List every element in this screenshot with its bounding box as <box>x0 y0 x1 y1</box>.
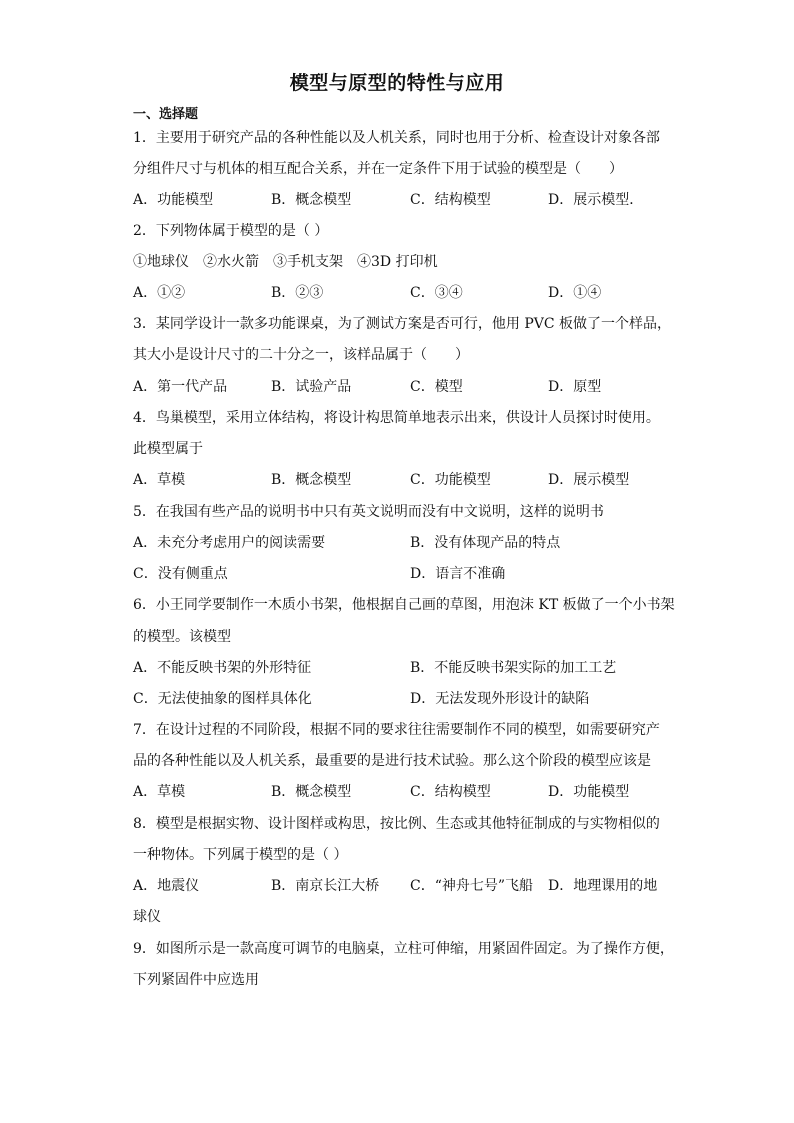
document-title: 模型与原型的特性与应用 <box>289 72 505 94</box>
question-5-option-c: C．没有侧重点 <box>133 566 228 582</box>
question-7-line-1: 7．在设计过程的不同阶段，根据不同的要求往往需要制作不同的模型，如需要研究产 <box>133 722 660 738</box>
question-7-option-a: A．草模 <box>133 784 186 800</box>
question-7-option-c: C．结构模型 <box>410 784 491 800</box>
question-5-option-d: D．语言不准确 <box>410 566 506 582</box>
question-6-option-a: A．不能反映书架的外形特征 <box>133 660 312 676</box>
question-4-option-a: A．草模 <box>133 472 186 488</box>
question-8-option-d: D．地理课用的地 <box>548 878 658 894</box>
question-8-option-a: A．地震仪 <box>133 878 200 894</box>
question-3-line-1: 3．某同学设计一款多功能课桌，为了测试方案是否可行，他用 PVC 板做了一个样品， <box>133 316 672 332</box>
question-2-option-b: B．②③ <box>271 285 324 301</box>
question-3-option-c: C．模型 <box>410 379 463 395</box>
question-4-option-c: C．功能模型 <box>410 472 491 488</box>
question-6-option-c: C．无法使抽象的图样具体化 <box>133 691 312 707</box>
question-2-line-1: 2．下列物体属于模型的是（ ） <box>133 223 329 239</box>
question-7-option-d: D．功能模型 <box>548 784 630 800</box>
question-8-option-b: B．南京长江大桥 <box>271 878 380 894</box>
question-2-option-a: A．①② <box>133 285 186 301</box>
question-2-option-d: D．①④ <box>548 285 602 301</box>
question-9-line-1: 9．如图所示是一款高度可调节的电脑桌，立柱可伸缩，用紧固件固定。为了操作方便， <box>133 941 674 957</box>
question-1-line-1: 1．主要用于研究产品的各种性能以及人机关系，同时也用于分析、检查设计对象各部 <box>133 130 660 146</box>
question-8-option-c: C．“神舟七号”飞船 <box>410 878 534 894</box>
question-8-option-d-continued: 球仪 <box>133 909 161 925</box>
question-5-line-1: 5．在我国有些产品的说明书中只有英文说明而没有中文说明，这样的说明书 <box>133 504 604 520</box>
question-1-option-c: C．结构模型 <box>410 192 491 208</box>
question-6-option-b: B．不能反映书架实际的加工工艺 <box>410 660 617 676</box>
question-3-option-d: D．原型 <box>548 379 602 395</box>
question-4-option-d: D．展示模型 <box>548 472 630 488</box>
question-6-option-d: D．无法发现外形设计的缺陷 <box>410 691 590 707</box>
question-6-line-2: 的模型。该模型 <box>133 629 231 645</box>
question-9-line-2: 下列紧固件中应选用 <box>133 972 259 988</box>
question-7-line-2: 品的各种性能以及人机关系，最重要的是进行技术试验。那么这个阶段的模型应该是 <box>133 753 651 769</box>
question-1-option-b: B．概念模型 <box>271 192 352 208</box>
question-7-option-b: B．概念模型 <box>271 784 352 800</box>
question-3-line-2: 其大小是设计尺寸的二十分之一，该样品属于（ ） <box>133 347 469 363</box>
question-4-line-2: 此模型属于 <box>133 441 203 457</box>
question-5-option-a: A．未充分考虑用户的阅读需要 <box>133 535 326 551</box>
question-5-option-b: B．没有体现产品的特点 <box>410 535 561 551</box>
question-3-option-b: B．试验产品 <box>271 379 352 395</box>
question-8-line-1: 8．模型是根据实物、设计图样或构思，按比例、生态或其他特征制成的与实物相似的 <box>133 816 660 832</box>
question-4-line-1: 4．鸟巢模型，采用立体结构，将设计构思简单地表示出来，供设计人员探讨时使用。 <box>133 410 660 426</box>
question-2-line-2: ①地球仪 ②水火箭 ③手机支架 ④3D 打印机 <box>133 254 438 270</box>
question-8-line-2: 一种物体。下列属于模型的是（ ） <box>133 847 348 863</box>
question-3-option-a: A．第一代产品 <box>133 379 228 395</box>
question-1-option-a: A．功能模型 <box>133 192 214 208</box>
question-2-option-c: C．③④ <box>410 285 463 301</box>
question-6-line-1: 6．小王同学要制作一木质小书架，他根据自己画的草图，用泡沫 KT 板做了一个小书架 <box>133 597 675 613</box>
question-1-line-2: 分组件尺寸与机体的相互配合关系，并在一定条件下用于试验的模型是（ ） <box>133 161 623 177</box>
question-4-option-b: B．概念模型 <box>271 472 352 488</box>
question-1-option-d: D．展示模型． <box>548 192 644 208</box>
section-heading: 一、选择题 <box>133 107 199 122</box>
